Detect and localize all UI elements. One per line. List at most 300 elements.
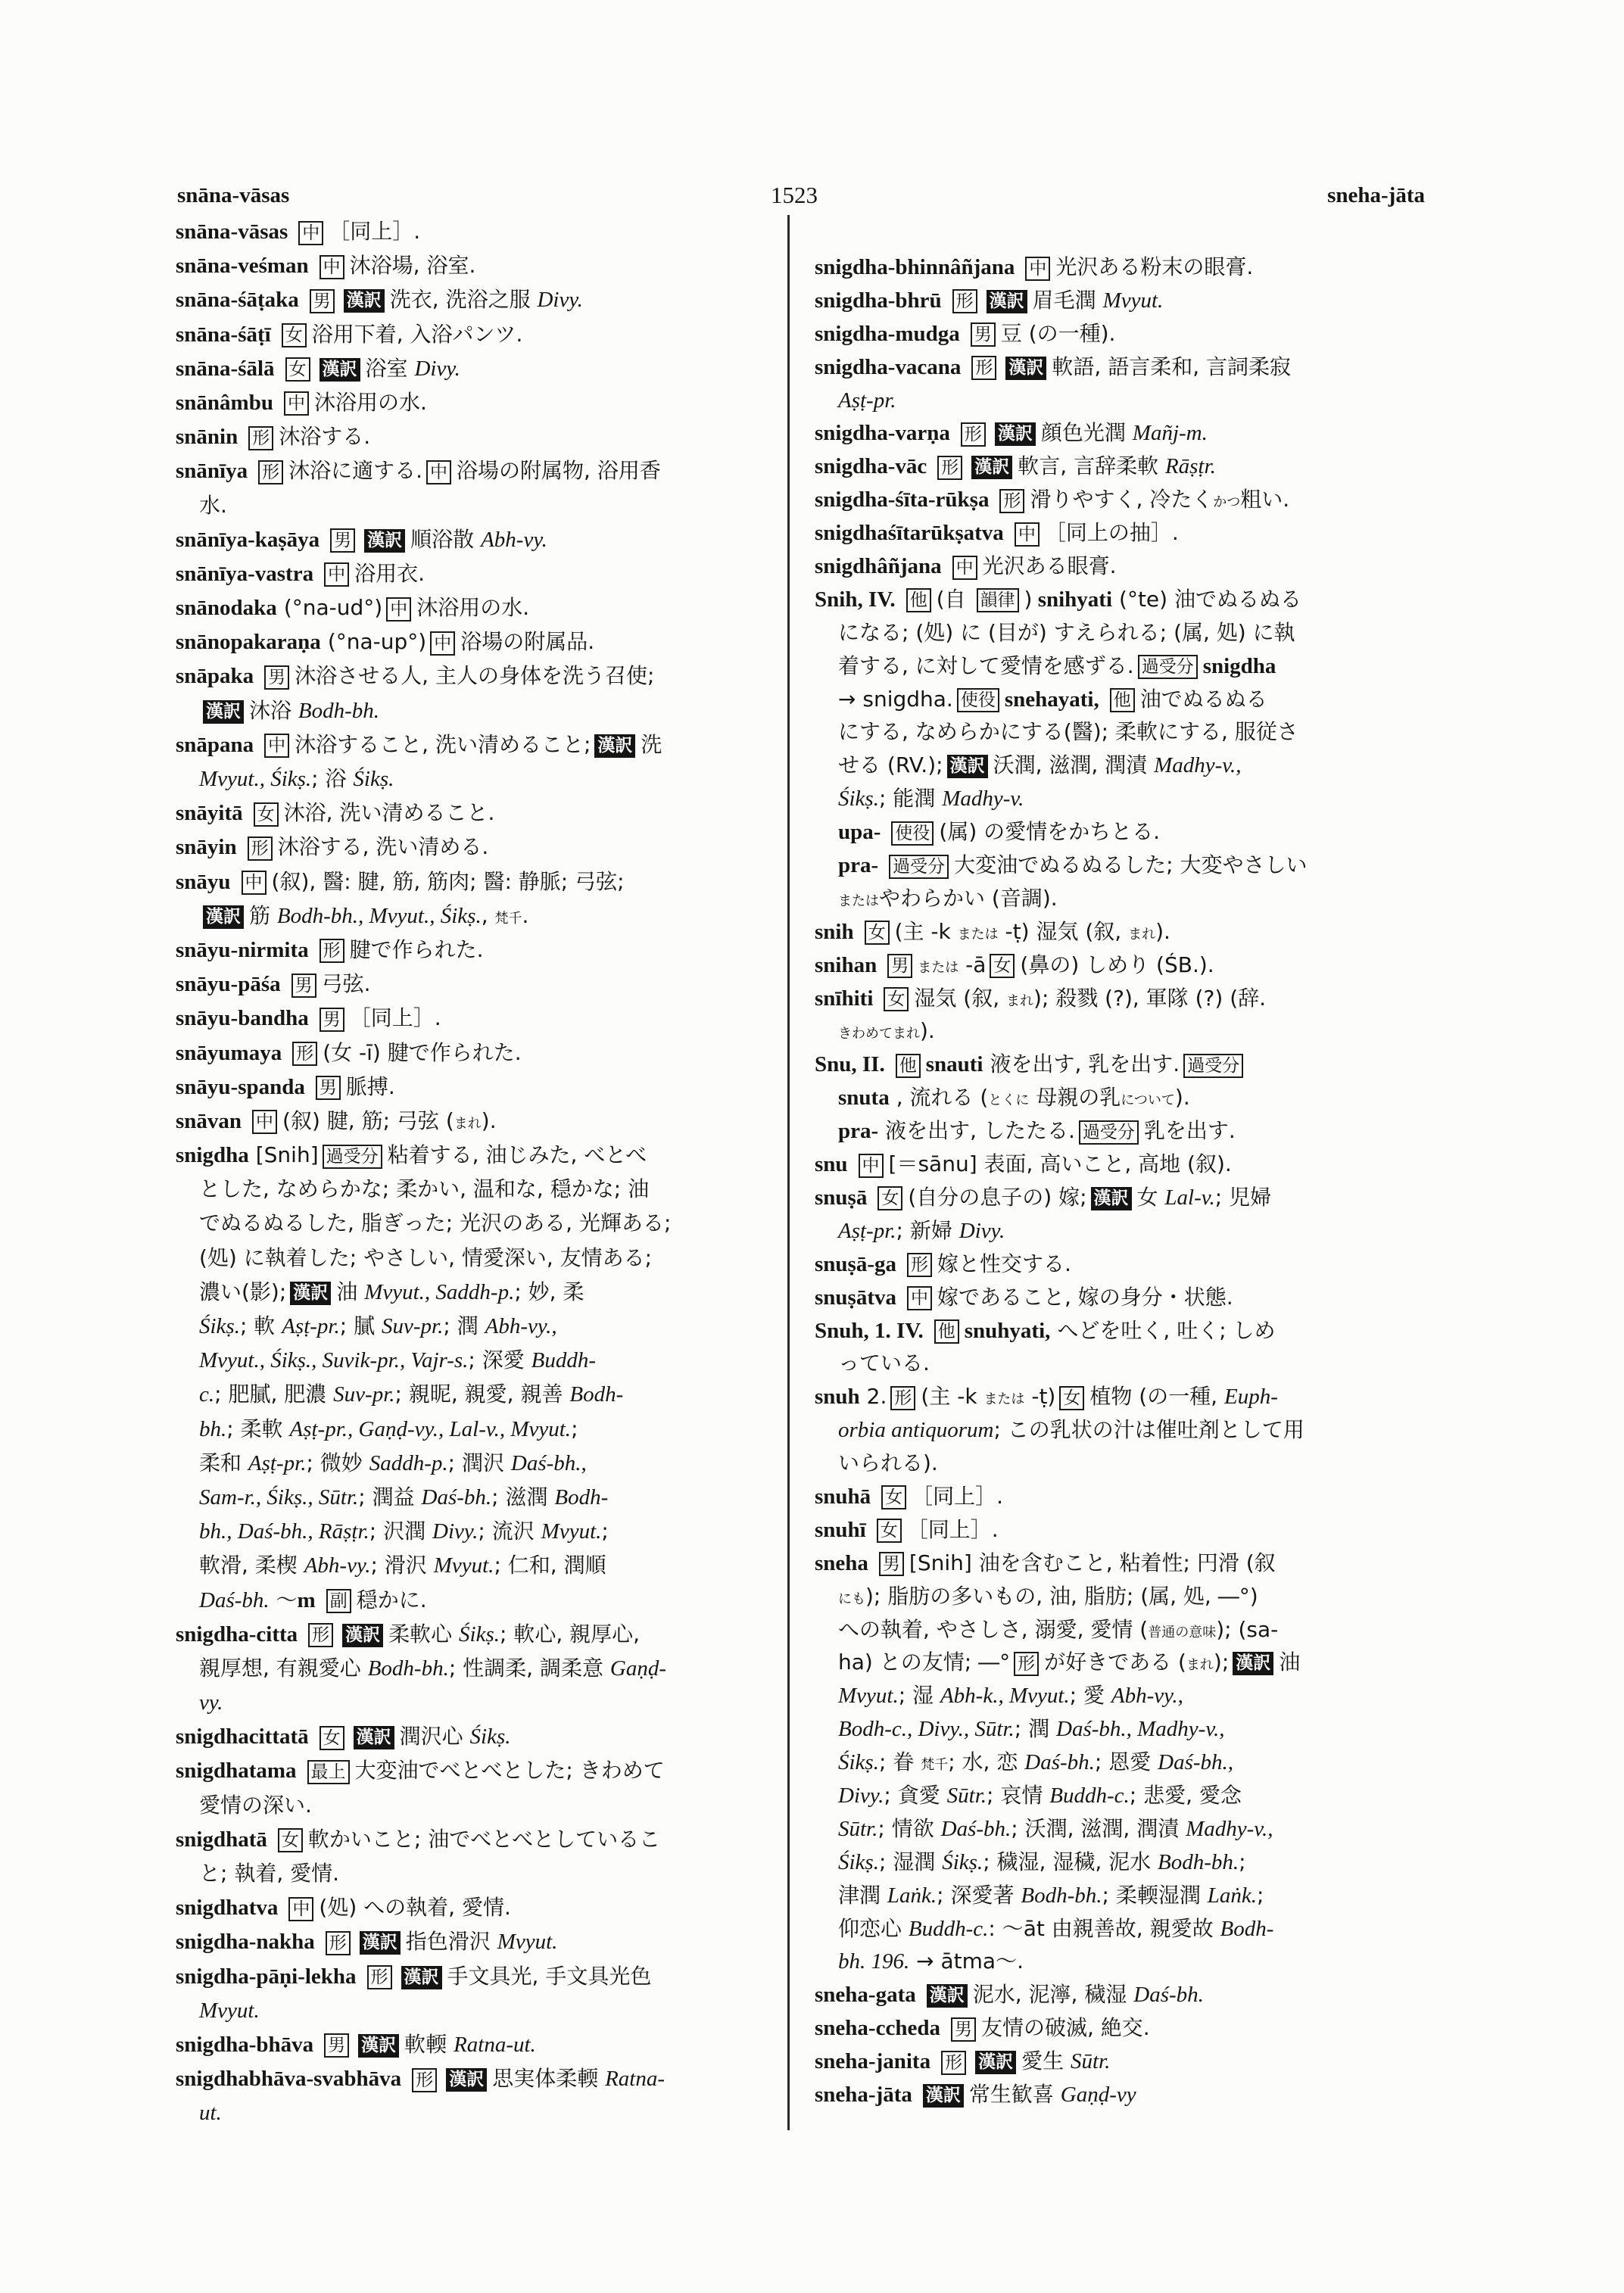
entry-line xyxy=(815,1779,1434,1812)
entry-text: 沐浴 xyxy=(249,697,298,723)
grammar-tag: 形 xyxy=(292,1042,317,1066)
entry-text: 柔和 xyxy=(199,1450,248,1475)
source-abbreviation: Daś-bh. xyxy=(421,1485,492,1509)
entry-line xyxy=(176,453,781,488)
entry-line xyxy=(815,683,1434,716)
source-abbreviation: Mvyut., Śikṣ., Suvik-pr., Vajr-s. xyxy=(199,1348,469,1373)
entry-text: ; 能潤 xyxy=(878,786,943,812)
dictionary-entry xyxy=(176,385,781,419)
entry-text: 光沢ある眼膏. xyxy=(982,553,1117,579)
entry-line xyxy=(176,419,781,453)
entry-text: (鼻の) しめり (ŚB.). xyxy=(1020,952,1214,977)
source-abbreviation: Gaṇḍ- xyxy=(609,1656,666,1681)
entry-text: 穏かに. xyxy=(356,1587,427,1612)
small-note: について xyxy=(1121,1092,1175,1109)
entry-line xyxy=(176,1924,781,1958)
source-abbreviation: ut. xyxy=(199,2101,222,2126)
entry-text: 親厚想, 有親愛心 xyxy=(199,1655,368,1681)
latin-name: Euph- xyxy=(1223,1385,1278,1410)
headword: sneha-janita xyxy=(815,2049,931,2074)
headword: snigdhabhāva-svabhāva xyxy=(176,2067,402,2092)
source-abbreviation: Buddh- xyxy=(531,1348,597,1373)
grammar-tag: 男 xyxy=(879,1552,904,1576)
entry-line xyxy=(176,590,781,625)
source-abbreviation: Abh-vy. xyxy=(481,527,547,552)
entry-line xyxy=(176,1480,781,1514)
headword: snigdha-citta xyxy=(176,1622,298,1647)
grammar-tag: 男 xyxy=(310,289,335,313)
entry-text: ; xyxy=(601,1519,609,1544)
headword: sneha-ccheda xyxy=(815,2016,940,2041)
source-abbreviation: Divy. xyxy=(414,356,460,381)
entry-line xyxy=(176,693,781,727)
grammar-tag: 他 xyxy=(934,1319,959,1344)
entry-text: ; 愛 xyxy=(1069,1683,1111,1709)
entry-line xyxy=(815,284,1434,317)
entry-text: (自 xyxy=(936,586,973,612)
dictionary-entry xyxy=(815,1314,1434,1381)
grammar-tag: 中 xyxy=(1025,257,1050,281)
small-note: まれ xyxy=(1186,1657,1214,1674)
entry-line xyxy=(176,933,781,967)
dictionary-entry xyxy=(815,450,1434,483)
entry-text: 軟輭 xyxy=(404,2031,454,2057)
entry-line xyxy=(815,1580,1434,1613)
grammar-tag: 他 xyxy=(906,588,931,612)
grammar-tag: 中 xyxy=(386,597,411,622)
source-abbreviation: Ratna- xyxy=(605,2067,665,2092)
translation-tag: 漢訳 xyxy=(364,529,405,553)
entry-text: 潤沢心 xyxy=(399,1724,470,1749)
entry-line xyxy=(815,882,1434,915)
source-abbreviation: Divy. xyxy=(432,1519,478,1544)
entry-text: への執着, やさしさ, 溺愛, 愛情 ( xyxy=(838,1616,1149,1642)
dictionary-entry xyxy=(176,1719,781,1753)
grammar-tag: 形 xyxy=(308,1623,333,1647)
grammar-tag: 男 xyxy=(887,954,912,978)
entry-line xyxy=(176,317,781,351)
source-abbreviation: Sam-r., Śikṣ., Sūtr. xyxy=(199,1485,359,1509)
source-abbreviation: Daś-bh., xyxy=(1158,1750,1234,1775)
dictionary-entry xyxy=(815,949,1434,982)
headword: snigdha-nakha xyxy=(176,1930,315,1955)
headword: snigdha xyxy=(1202,653,1276,678)
dictionary-entry xyxy=(815,1380,1434,1480)
dictionary-entry xyxy=(815,516,1434,550)
grammar-tag: 中 xyxy=(859,1154,884,1178)
headword: snigdhatva xyxy=(176,1896,279,1921)
source-abbreviation: Divy. xyxy=(838,1783,884,1808)
entry-text: → ātma～. xyxy=(909,1949,1024,1974)
source-abbreviation: Daś-bh. xyxy=(1024,1750,1095,1775)
entry-text: -ṭ) 湿気 (叙, xyxy=(998,918,1129,944)
entry-text: 泥水, 泥濘, 穢湿 xyxy=(972,1982,1134,2008)
headword: snāyumaya xyxy=(176,1040,282,1065)
grammar-tag: 中 xyxy=(288,1897,313,1921)
entry-text: 洗衣, 洗浴之服 xyxy=(389,287,538,313)
dictionary-entry xyxy=(176,590,781,625)
entry-line xyxy=(176,1104,781,1138)
dictionary-entry xyxy=(176,865,781,933)
entry-text: 柔軟心 xyxy=(388,1621,460,1647)
dictionary-entry xyxy=(176,2027,781,2061)
entry-text: → snigdha. xyxy=(838,686,953,712)
entry-text: (主 -k xyxy=(921,1384,984,1410)
grammar-tag: 男 xyxy=(324,2033,349,2058)
source-abbreviation: Bodh- xyxy=(569,1382,624,1407)
entry-text: 女 xyxy=(1136,1184,1165,1210)
entry-line xyxy=(176,248,781,282)
dictionary-entry xyxy=(176,1924,781,1958)
entry-line xyxy=(176,1959,781,1993)
entry-text: ; 沢潤 xyxy=(369,1519,433,1544)
entry-line xyxy=(815,1978,1434,2011)
entry-line xyxy=(815,450,1434,483)
entry-line xyxy=(815,1248,1434,1281)
grammar-tag: 中 xyxy=(1015,522,1040,547)
translation-tag: 漢訳 xyxy=(947,755,988,778)
grammar-tag: 使役 xyxy=(957,688,999,712)
source-abbreviation: Buddh-c. xyxy=(1049,1783,1130,1808)
entry-text: (°na-ud°) xyxy=(283,595,383,621)
entry-text: 濃い(影); xyxy=(199,1279,287,1304)
dictionary-entry xyxy=(176,1617,781,1720)
entry-text: ). xyxy=(1174,1085,1190,1111)
entry-text: -ā xyxy=(959,952,987,977)
small-note: または xyxy=(838,893,879,909)
dictionary-entry xyxy=(176,830,781,864)
dictionary-entry xyxy=(815,1248,1434,1281)
source-abbreviation: vy. xyxy=(199,1690,223,1715)
grammar-tag: 女 xyxy=(254,802,279,827)
dictionary-entry xyxy=(176,625,781,659)
grammar-tag: 形 xyxy=(907,1253,932,1277)
entry-text: ; 肥膩, 肥濃 xyxy=(214,1382,334,1407)
source-abbreviation: Aṣṭ-pr. xyxy=(838,388,896,413)
grammar-tag: 女 xyxy=(282,323,307,347)
entry-text: (自分の息子の) 嫁; xyxy=(908,1184,1087,1210)
entry-line xyxy=(176,1548,781,1582)
grammar-tag: 形 xyxy=(961,422,986,447)
source-abbreviation: Mvyut. xyxy=(497,1930,558,1955)
dictionary-entry xyxy=(176,282,781,316)
small-note: または xyxy=(918,959,959,976)
entry-text: 軟かいこと; 油でべとべとしているこ xyxy=(307,1826,661,1852)
source-abbreviation: Abh-k., Mvyut. xyxy=(940,1684,1070,1709)
entry-text: (女 -ī) 腱で作られた. xyxy=(323,1039,522,1065)
grammar-tag: 他 xyxy=(896,1054,921,1078)
entry-line xyxy=(815,251,1434,284)
grammar-tag: 形 xyxy=(326,1931,351,1955)
dictionary-entry xyxy=(815,915,1434,949)
entry-line xyxy=(815,650,1434,683)
entry-text: 粘着する, 油じみた, べとべ xyxy=(387,1142,647,1168)
headword: snāyu-nirmita xyxy=(176,937,309,962)
entry-text: 浴用衣. xyxy=(354,560,425,586)
entry-line xyxy=(815,1380,1434,1413)
entry-text: 軟滑, 柔楔 xyxy=(199,1553,304,1578)
source-abbreviation: Aṣṭ-pr. xyxy=(248,1450,307,1475)
headword: snānopakaraṇa xyxy=(176,630,321,655)
dictionary-entry xyxy=(815,583,1434,915)
entry-line xyxy=(176,830,781,864)
entry-text: 手文具光, 手文具光色 xyxy=(447,1963,652,1989)
translation-tag: 漢訳 xyxy=(401,1966,442,1989)
entry-text: ; 情欲 xyxy=(877,1815,941,1841)
source-abbreviation: Abh-vy., xyxy=(1111,1684,1183,1709)
entry-text: ; 潤 xyxy=(443,1313,485,1338)
source-abbreviation: Bodh-bh. xyxy=(1021,1883,1102,1908)
headword: snih xyxy=(815,919,854,944)
dictionary-entry xyxy=(176,453,781,522)
entry-text: 嫁と性交する. xyxy=(937,1251,1071,1276)
entry-text: ; 柔輭湿潤 xyxy=(1102,1882,1208,1908)
entry-line xyxy=(176,214,781,248)
headword: snigdha-śīta-rūkṣa xyxy=(815,488,990,512)
dictionary-entry xyxy=(176,659,781,727)
entry-text: 液を出す, したたる. xyxy=(885,1118,1075,1144)
entry-line xyxy=(815,384,1434,417)
entry-text: 植物 (の一種, xyxy=(1089,1384,1224,1410)
entry-text: ［同上］. xyxy=(349,1005,441,1031)
entry-line xyxy=(815,516,1434,550)
source-abbreviation: Śikṣ. xyxy=(459,1622,500,1647)
entry-line xyxy=(815,317,1434,350)
small-note: まれ xyxy=(1006,992,1034,1009)
entry-text: 愛情の深い. xyxy=(199,1792,312,1818)
source-abbreviation: Madhy-v., xyxy=(1154,753,1242,778)
translation-tag: 漢訳 xyxy=(927,1984,968,2008)
entry-text: ［同上］. xyxy=(329,219,421,244)
entry-text: ; 潤沢 xyxy=(447,1450,511,1475)
entry-text: 津潤 xyxy=(838,1882,887,1908)
entry-text: ; 恩愛 xyxy=(1094,1749,1158,1775)
entry-text: 着する, に対して愛情を感ずる. xyxy=(838,653,1134,678)
small-note: まれ xyxy=(454,1115,482,1132)
headword: sneha xyxy=(815,1550,868,1575)
grammar-tag: 中 xyxy=(324,562,349,587)
entry-line xyxy=(815,1513,1434,1547)
entry-text: ; 深愛 xyxy=(468,1347,531,1373)
headword: snu xyxy=(815,1152,848,1177)
entry-text: ; xyxy=(1257,1882,1264,1908)
entry-text: (処) に執着した; やさしい, 情愛深い, 友情ある; xyxy=(199,1245,653,1270)
headword: snauti xyxy=(925,1052,983,1077)
small-note: 梵千 xyxy=(921,1757,949,1774)
dictionary-entry xyxy=(815,1978,1434,2011)
entry-text: 母親の乳 xyxy=(1029,1085,1121,1111)
entry-line xyxy=(176,1753,781,1787)
entry-line xyxy=(815,2045,1434,2078)
grammar-tag: 女 xyxy=(881,1485,906,1509)
headword: snīhiti xyxy=(815,986,874,1011)
source-abbreviation: Śikṣ. xyxy=(199,1314,240,1338)
entry-line xyxy=(176,1377,781,1411)
entry-text: ; 滑沢 xyxy=(370,1553,434,1578)
entry-text: ; 柔軟 xyxy=(226,1416,290,1441)
headword: snāyu xyxy=(176,869,231,894)
headword: snigdha-vāc xyxy=(815,454,927,479)
dictionary-entry xyxy=(176,933,781,967)
headword: snāpana xyxy=(176,732,254,757)
translation-tag: 漢訳 xyxy=(354,1726,394,1749)
entry-text: 粗い. xyxy=(1240,487,1290,512)
entry-line xyxy=(176,556,781,590)
headword: snigdhatama xyxy=(176,1759,297,1784)
source-abbreviation: Buddh-c. xyxy=(908,1916,989,1941)
entry-text: ; 軟心, 親厚心, xyxy=(500,1621,641,1647)
headword: snihan xyxy=(815,952,877,977)
source-abbreviation: Laṅk. xyxy=(887,1883,937,1908)
dictionary-entry xyxy=(815,1480,1434,1513)
dictionary-entry xyxy=(176,967,781,1001)
dictionary-entry xyxy=(815,1048,1434,1148)
entry-text: 軟語, 語言柔和, 言詞柔寂 xyxy=(1052,354,1291,379)
entry-text: ) xyxy=(1024,586,1033,612)
entry-line xyxy=(815,1114,1434,1148)
dictionary-entry xyxy=(176,1001,781,1035)
entry-line xyxy=(176,727,781,762)
entry-text: 指色滑沢 xyxy=(405,1929,497,1955)
source-abbreviation: Bodh-bh. xyxy=(367,1656,449,1681)
source-abbreviation: Abh-vy., xyxy=(485,1314,557,1338)
entry-text: ; 仁和, 潤順 xyxy=(494,1553,606,1578)
source-abbreviation: Daś-bh., Madhy-v., xyxy=(1056,1717,1225,1742)
dictionary-entry xyxy=(176,727,781,796)
dictionary-entry xyxy=(176,1104,781,1138)
grammar-tag: 過受分 xyxy=(889,855,949,879)
entry-text: ; 湿潤 xyxy=(878,1849,943,1874)
headword: snihyati xyxy=(1032,587,1113,612)
grammar-tag: 女 xyxy=(884,987,909,1011)
grammar-tag: 女 xyxy=(278,1828,303,1852)
entry-text: 沐浴用の水. xyxy=(416,595,530,621)
translation-tag: 漢訳 xyxy=(923,2084,964,2108)
grammar-tag: 他 xyxy=(1110,688,1135,712)
entry-text: ; 妙, 柔 xyxy=(514,1279,584,1304)
grammar-tag: 男 xyxy=(320,1008,344,1032)
grammar-tag: 女 xyxy=(877,1186,902,1210)
headword: snigdha-vacana xyxy=(815,354,962,379)
dictionary-entry xyxy=(176,2061,781,2129)
grammar-tag: 女 xyxy=(320,1726,344,1750)
page-number: 1523 xyxy=(771,182,818,208)
grammar-tag: 形 xyxy=(412,2068,437,2092)
entry-line xyxy=(815,583,1434,616)
entry-text: . xyxy=(522,902,529,928)
grammar-tag: 男 xyxy=(330,528,355,553)
dictionary-entry xyxy=(815,317,1434,350)
entry-line xyxy=(176,1036,781,1070)
headword: snigdha xyxy=(176,1143,249,1168)
grammar-tag: 中 xyxy=(284,391,309,416)
entry-text: ［同上の抽］. xyxy=(1044,520,1179,546)
source-abbreviation: Aṣṭ-pr. xyxy=(282,1314,340,1338)
entry-text: ; 児婦 xyxy=(1214,1184,1272,1210)
dictionary-entry xyxy=(815,350,1434,417)
grammar-tag: 過受分 xyxy=(1138,655,1198,679)
entry-text: ); 殺戮 (?), 軍隊 (?) (辞. xyxy=(1033,985,1267,1011)
entry-text: ; 湿 xyxy=(898,1683,940,1709)
dictionary-entry xyxy=(176,214,781,248)
dictionary-entry xyxy=(815,2045,1434,2078)
source-abbreviation: Śikṣ. xyxy=(469,1724,511,1749)
column-divider xyxy=(787,215,790,2130)
entry-line xyxy=(815,1812,1434,1846)
entry-text: : ～āt 由親善故, 親愛故 xyxy=(988,1915,1220,1941)
entry-text: 湿気 (叙, xyxy=(914,985,1007,1011)
entry-line xyxy=(176,1138,781,1172)
entry-line xyxy=(176,1993,781,2027)
entry-line xyxy=(176,1651,781,1685)
headword: snāvan xyxy=(176,1108,242,1133)
entry-text: ). xyxy=(481,1108,497,1133)
headword: snāna-vāsas xyxy=(176,220,288,244)
entry-text: ; 潤 xyxy=(1014,1716,1057,1742)
running-head-left: snāna-vāsas xyxy=(177,183,290,207)
entry-text: 滑りやすく, 冷たく xyxy=(1030,487,1214,512)
entry-line xyxy=(815,350,1434,384)
entry-line xyxy=(815,715,1434,749)
entry-line xyxy=(815,1879,1434,1912)
dictionary-entry xyxy=(176,419,781,453)
dictionary-entry xyxy=(815,251,1434,284)
entry-line xyxy=(815,1547,1434,1580)
left-column xyxy=(176,214,781,2137)
entry-text: 思実体柔輭 xyxy=(492,2066,606,2092)
entry-line xyxy=(176,865,781,899)
headword: snāpaka xyxy=(176,664,254,689)
entry-line xyxy=(815,2078,1434,2111)
entry-text: ). xyxy=(920,1018,935,1044)
source-abbreviation: Mvyut., Śikṣ. xyxy=(199,767,312,791)
entry-line xyxy=(176,1890,781,1924)
entry-text: 順浴散 xyxy=(410,526,482,552)
grammar-tag: 中 xyxy=(320,255,344,279)
source-abbreviation: Laṅk. xyxy=(1207,1883,1258,1908)
translation-tag: 漢訳 xyxy=(290,1282,331,1305)
grammar-tag: 形 xyxy=(258,460,283,484)
source-abbreviation: Bodh-bh., Mvyut., Śikṣ. xyxy=(276,903,482,928)
grammar-tag: 女 xyxy=(990,954,1015,978)
entry-line xyxy=(176,1206,781,1240)
entry-text: 沐浴する. xyxy=(279,424,371,450)
entry-line xyxy=(176,1822,781,1856)
dictionary-entry xyxy=(176,1753,781,1821)
source-abbreviation: Śikṣ. xyxy=(942,1849,983,1874)
entry-text: 眉毛潤 xyxy=(1032,287,1103,313)
entry-line xyxy=(815,616,1434,650)
entry-text: (°na-up°) xyxy=(327,629,427,655)
entry-text: ). xyxy=(1155,918,1170,944)
small-note: 普通の意味 xyxy=(1148,1624,1217,1640)
small-note: かつ xyxy=(1213,494,1241,511)
headword: sneha-gata xyxy=(815,1983,916,2008)
translation-tag: 漢訳 xyxy=(971,456,1012,479)
source-abbreviation: Rāṣṭr. xyxy=(1164,454,1216,479)
source-abbreviation: Suv-pr. xyxy=(333,1382,395,1407)
grammar-tag: 中 xyxy=(264,734,289,758)
dictionary-entry xyxy=(815,550,1434,583)
source-abbreviation: Mañj-m. xyxy=(1132,421,1208,446)
dictionary-entry xyxy=(176,1036,781,1070)
entry-text: が好きである ( xyxy=(1044,1650,1186,1675)
entry-text: ; 穢湿, 湿穢, 泥水 xyxy=(983,1849,1158,1874)
headword: snānīya xyxy=(176,459,248,484)
grammar-tag: 形 xyxy=(952,289,977,313)
entry-line xyxy=(815,1413,1434,1447)
headword: snānâmbu xyxy=(176,390,273,415)
